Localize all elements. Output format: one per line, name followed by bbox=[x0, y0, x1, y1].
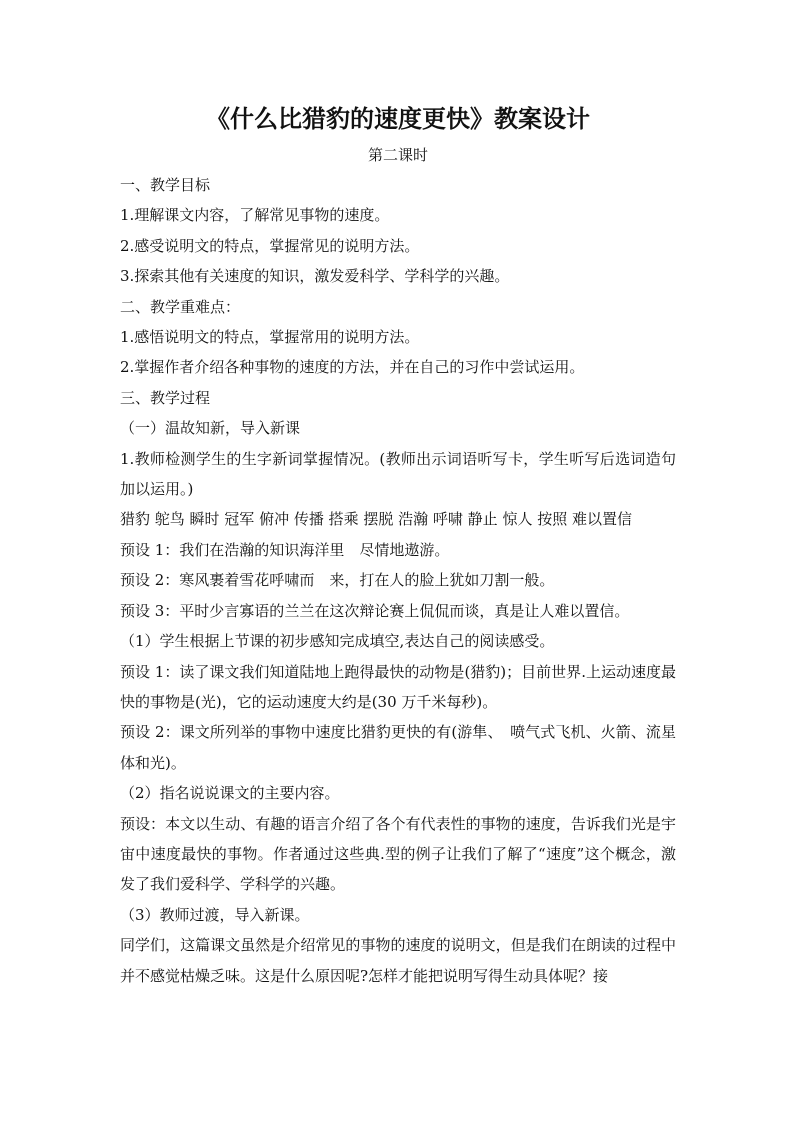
vocabulary-list: 猎豹 鸵鸟 瞬时 冠军 俯冲 传播 搭乘 摆脱 浩瀚 呼啸 静止 惊人 按照 难以置信 bbox=[120, 510, 632, 529]
objective-item: 3.探索其他有关速度的知识，激发爱科学、学科学的兴趣。 bbox=[120, 267, 510, 286]
process-step: （1）学生根据上节课的初步感知完成填空,表达自己的阅读感受。 bbox=[120, 632, 555, 651]
process-step: （3）教师过渡，导入新课。 bbox=[120, 905, 310, 924]
preset-item: 预设 1：读了课文我们知道陆地上跑得最快的动物是(猎豹)；目前世界.上运动速度最快的事物是(光)，它的运动速度大约是(30 万千米每秒)。 bbox=[120, 662, 676, 711]
document-title: 《什么比猎豹的速度更快》教案设计 bbox=[206, 105, 590, 133]
preset-item: 预设 2：课文所列举的事物中速度比猎豹更快的有(游隼、 喷气式飞机、火箭、流星体和光)。 bbox=[120, 723, 676, 772]
section-heading: 二、教学重难点： bbox=[120, 297, 241, 316]
preset-item: 预设 3：平时少言寡语的兰兰在这次辩论赛上侃侃而谈，真是让人难以置信。 bbox=[120, 601, 630, 620]
section-heading: 一、教学目标 bbox=[120, 176, 211, 194]
process-step: （2）指名说说课文的主要内容。 bbox=[120, 784, 340, 803]
objective-item: 1.理解课文内容，了解常见事物的速度。 bbox=[120, 206, 390, 225]
subsection-heading: （一）温故知新，导入新课 bbox=[120, 419, 301, 438]
preset-item: 预设：本文以生动、有趣的语言介绍了各个有代表性的事物的速度，告诉我们光是宇宙中速度最快的事物。作者通过这些典.型的例子让我们了解了“速度”这个概念，激发了我们爱科学、学科学的兴趣。 bbox=[120, 814, 676, 894]
key-point-item: 1.感悟说明文的特点，掌握常用的说明方法。 bbox=[120, 328, 420, 347]
document-page bbox=[120, 100, 676, 991]
process-paragraph: 1.教师检测学生的生字新词掌握情况。(教师出示词语听写卡，学生听写后选词造句加以运用。) bbox=[120, 449, 676, 499]
preset-item: 预设 1：我们在浩瀚的知识海洋里 尽情地遨游。 bbox=[120, 540, 450, 559]
document-subtitle: 第二课时 bbox=[367, 146, 428, 164]
objective-item: 2.感受说明文的特点，掌握常见的说明方法。 bbox=[120, 236, 420, 255]
body-paragraph: 同学们，这篇课文虽然是介绍常见的事物的速度的说明文，但是我们在朗读的过程中并不感觉枯燥乏味。这是什么原因呢?怎样才能把说明写得生动具体呢？接 bbox=[120, 936, 676, 985]
preset-item: 预设 2：寒风裹着雪花呼啸而 来，打在人的脸上犹如刀割一般。 bbox=[120, 571, 555, 590]
key-point-item: 2.掌握作者介绍各种事物的速度的方法，并在自己的习作中尝试运用。 bbox=[120, 358, 585, 377]
section-heading: 三、教学过程 bbox=[120, 388, 211, 407]
